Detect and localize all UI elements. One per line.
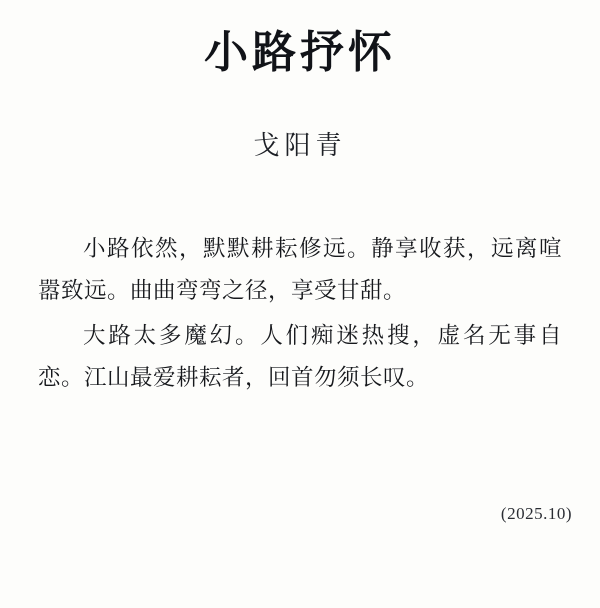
poem-paragraph: 小路依然，默默耕耘修远。静享收获，远离喧嚣致远。曲曲弯弯之径，享受甘甜。 <box>38 236 562 303</box>
author-name: 戈阳青 <box>253 131 347 161</box>
publication-date: (2025.10) <box>500 504 572 523</box>
poem-paragraph: 大路太多魔幻。人们痴迷热搜，虚名无事自恋。江山最爱耕耘者，回首勿须长叹。 <box>38 323 562 391</box>
poem-body <box>28 162 572 399</box>
page-title: 小路抒怀 <box>204 27 396 78</box>
